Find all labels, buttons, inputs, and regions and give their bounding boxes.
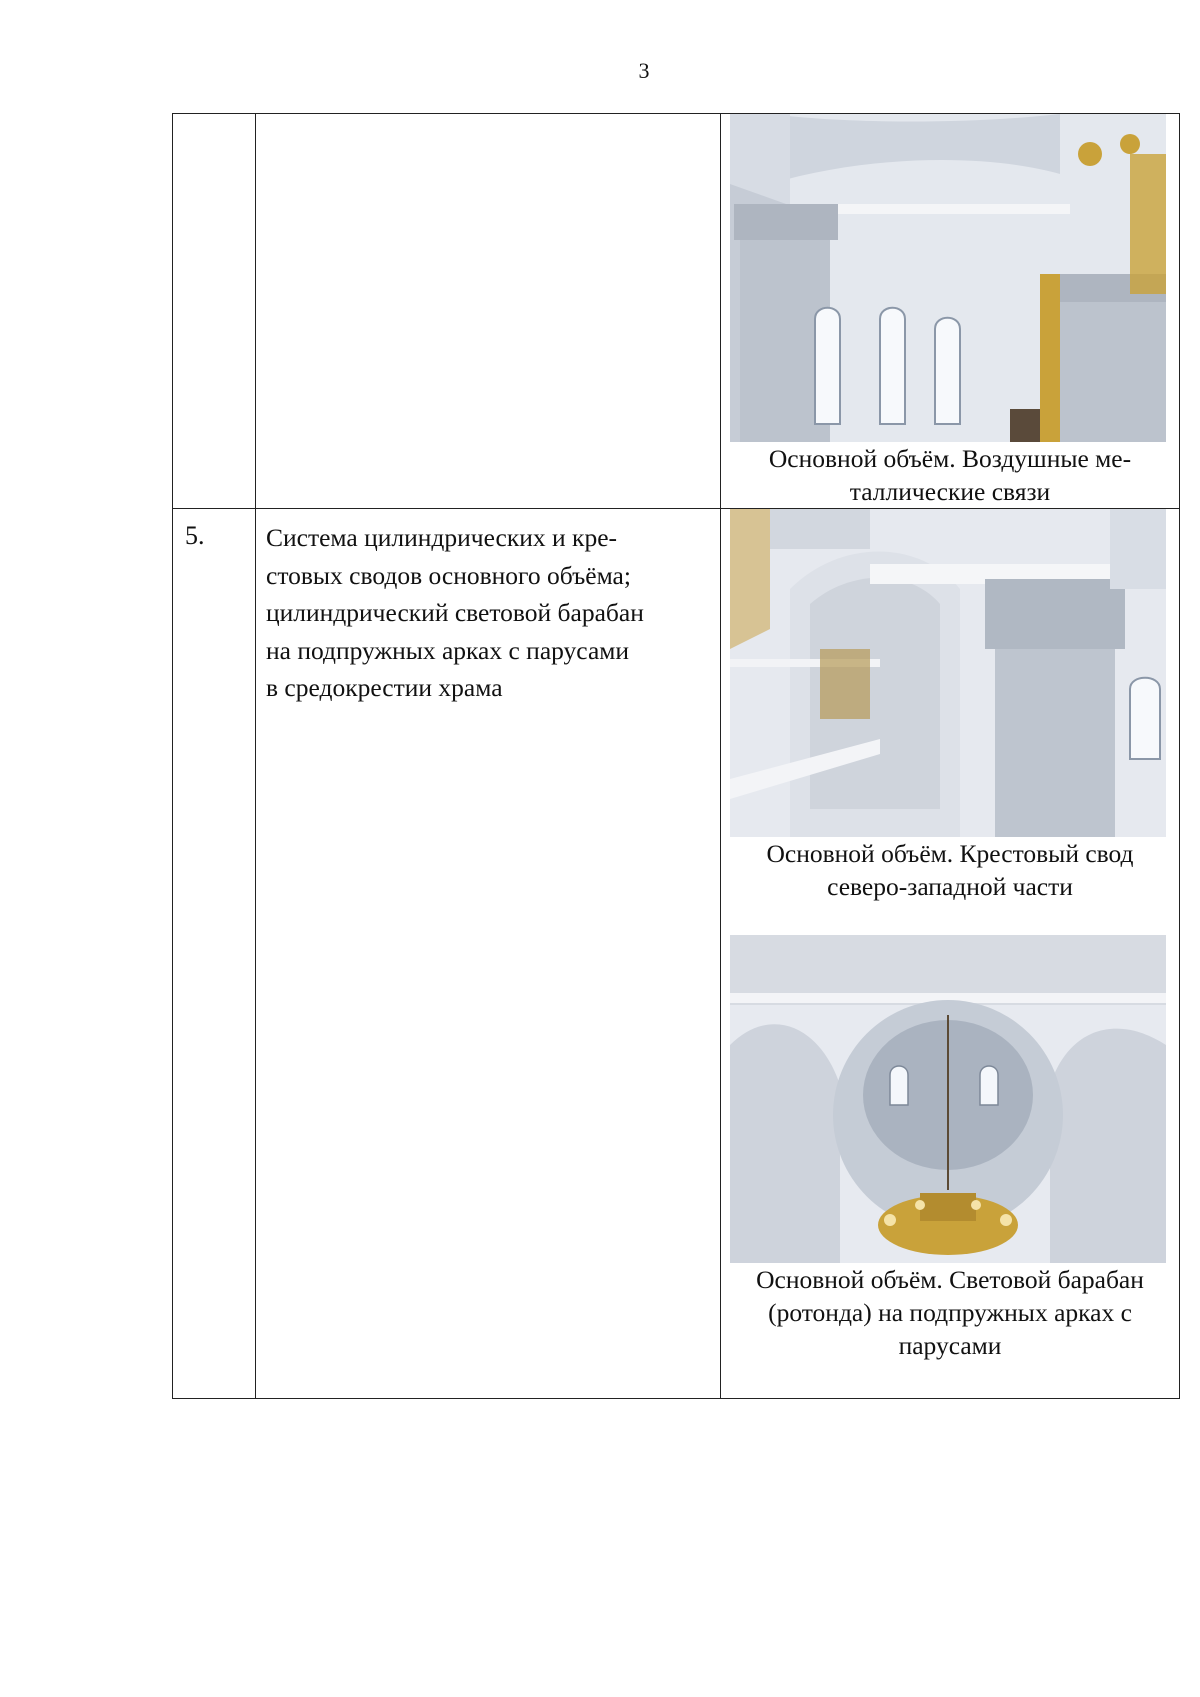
caption-line: (ротонда) на подпружных арках с bbox=[768, 1298, 1132, 1327]
caption-line: Основной объём. Крестовый свод bbox=[766, 839, 1134, 868]
caption-line: парусами bbox=[898, 1331, 1002, 1360]
row-description-cell bbox=[256, 509, 721, 1399]
description-line: в средокрестии храма bbox=[266, 673, 503, 702]
description-line: цилиндрический световой барабан bbox=[266, 598, 644, 627]
row-description-cell bbox=[256, 114, 721, 509]
photo-cross-vault bbox=[730, 509, 1166, 837]
row-photo-cell bbox=[721, 114, 1180, 509]
description-line: стовых сводов основного объёма; bbox=[266, 560, 631, 590]
photo-drum-rotunda bbox=[730, 935, 1166, 1263]
row-number-cell bbox=[173, 114, 256, 509]
photo-caption bbox=[721, 442, 1179, 508]
photo-caption bbox=[721, 837, 1179, 903]
caption-line: Основной объём. Световой барабан bbox=[756, 1265, 1144, 1294]
caption-line: таллические связи bbox=[849, 477, 1051, 506]
row-photo-cell bbox=[721, 509, 1180, 1399]
table-row bbox=[173, 114, 1180, 509]
photo-block bbox=[721, 114, 1179, 508]
caption-line: северо-западной части bbox=[827, 872, 1073, 901]
row-number-cell: 5. bbox=[173, 509, 256, 1399]
page-number: 3 bbox=[638, 58, 650, 83]
caption-line: Основной объём. Воздушные ме- bbox=[768, 444, 1132, 473]
photo-caption bbox=[721, 1263, 1179, 1362]
photo-air-ties bbox=[730, 114, 1166, 442]
photo-block bbox=[721, 509, 1179, 903]
inventory-table bbox=[172, 113, 1180, 1399]
photo-block bbox=[721, 935, 1179, 1362]
description-line: на подпружных арках с парусами bbox=[266, 635, 630, 665]
description-line: Система цилиндрических и кре- bbox=[266, 523, 617, 552]
table-row bbox=[173, 509, 1180, 1399]
